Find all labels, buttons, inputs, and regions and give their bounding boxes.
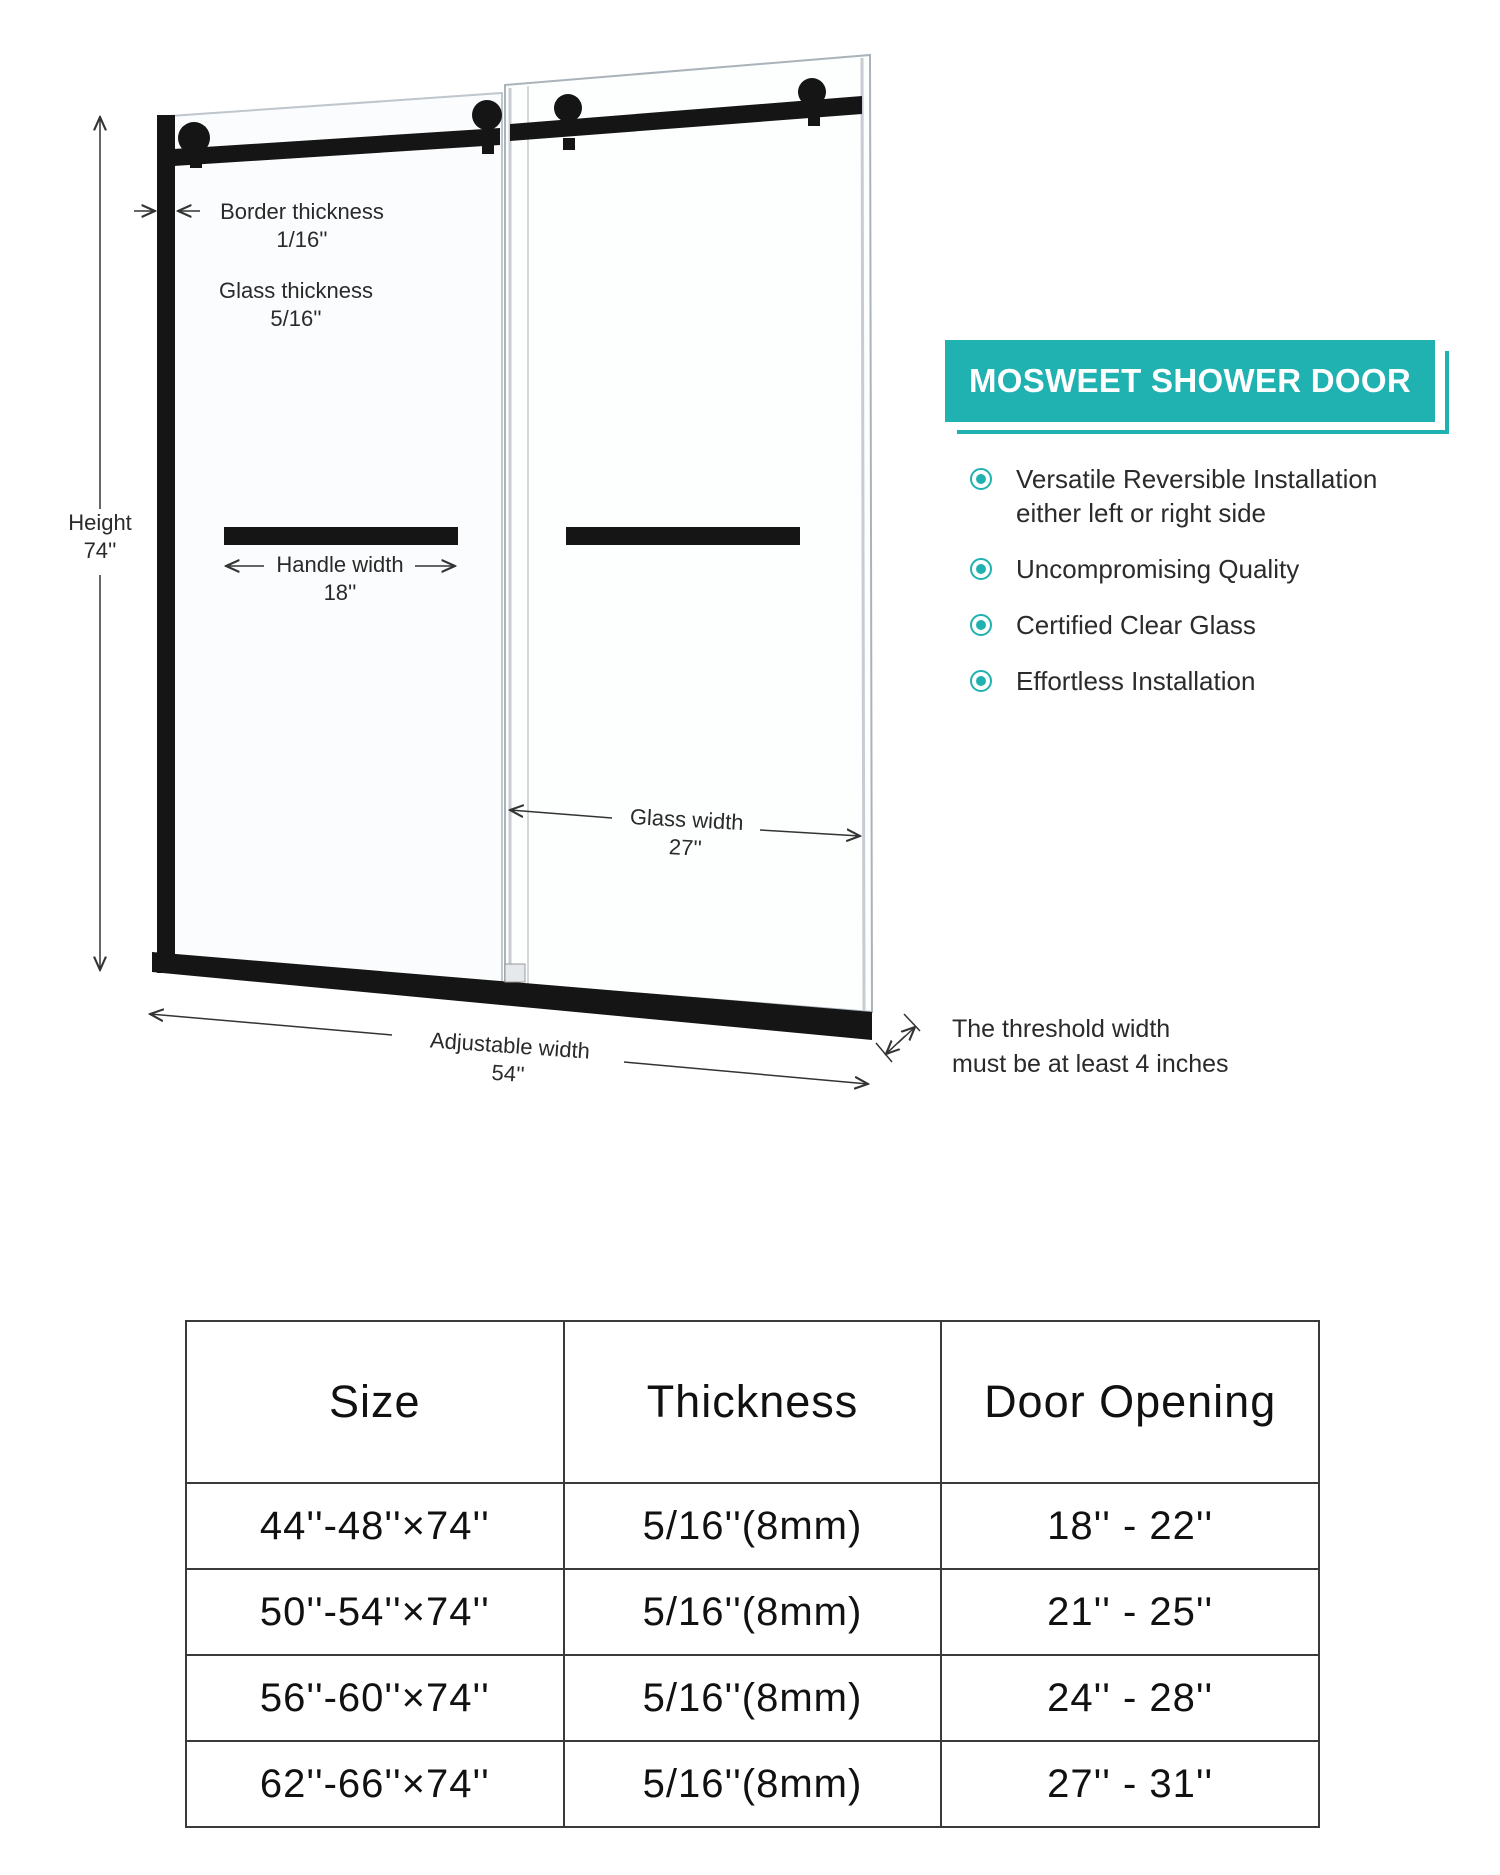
table-header-row (186, 1321, 1319, 1483)
height-label (58, 509, 142, 565)
feature-item (970, 664, 1377, 698)
threshold-note-line1: The threshold width (952, 1015, 1171, 1043)
glass-edge-line (862, 58, 864, 1010)
handle-width-label (266, 551, 414, 607)
threshold-note-line2: must be at least 4 inches (952, 1050, 1229, 1078)
width-dimension-line (624, 1062, 868, 1084)
table-cell: 56''-60''×74'' (186, 1655, 564, 1741)
feature-subtext: either left or right side (1016, 498, 1267, 528)
feature-item (970, 552, 1377, 586)
roller-icon (178, 122, 210, 154)
table-cell: 24'' - 28'' (941, 1655, 1319, 1741)
size-spec-table (185, 1320, 1320, 1828)
handle-width-text: Handle width (276, 552, 404, 577)
bullet-icon (970, 558, 992, 580)
table-cell: 5/16''(8mm) (564, 1655, 942, 1741)
roller-icon (554, 94, 582, 122)
threshold-tick (904, 1014, 920, 1031)
table-cell: 62''-66''×74'' (186, 1741, 564, 1827)
table-cell: 5/16''(8mm) (564, 1483, 942, 1569)
bullet-icon (970, 468, 992, 490)
glass-thickness-text: Glass thickness (218, 278, 374, 303)
adjustable-width-text: Adjustable width (429, 1027, 591, 1064)
table-row (186, 1655, 1319, 1741)
table-row (186, 1483, 1319, 1569)
feature-list (970, 462, 1377, 720)
feature-text: Effortless Installation (1016, 666, 1256, 696)
wall-profile (157, 115, 175, 973)
roller-bracket (808, 114, 820, 126)
feature-text: Versatile Reversible Installation (1016, 464, 1378, 494)
adjustable-width-value: 54'' (490, 1059, 526, 1088)
glass-thickness-label (208, 277, 384, 333)
border-thickness-label (214, 198, 390, 254)
handle-width-value: 18'' (323, 580, 357, 605)
handle-left (224, 527, 458, 545)
column-header-size: Size (186, 1321, 564, 1483)
roller-bracket (190, 154, 202, 168)
table-cell: 44''-48''×74'' (186, 1483, 564, 1569)
threshold-tick (876, 1043, 892, 1062)
roller-bracket (563, 138, 575, 150)
table-cell: 5/16''(8mm) (564, 1569, 942, 1655)
table-cell: 5/16''(8mm) (564, 1741, 942, 1827)
table-cell: 27'' - 31'' (941, 1741, 1319, 1827)
roller-icon (472, 100, 502, 130)
column-header-door-opening: Door Opening (941, 1321, 1319, 1483)
height-text: Height (68, 510, 132, 535)
glass-width-text: Glass width (629, 804, 745, 835)
glass-width-value: 27'' (668, 834, 703, 861)
roller-icon (798, 78, 826, 106)
table-row (186, 1741, 1319, 1827)
border-thickness-text: Border thickness (220, 199, 384, 224)
width-dimension-line (150, 1014, 392, 1035)
feature-item (970, 462, 1377, 530)
threshold-note (952, 1012, 1229, 1082)
glass-thickness-value: 5/16'' (270, 306, 322, 331)
table-cell: 21'' - 25'' (941, 1569, 1319, 1655)
table-cell: 18'' - 22'' (941, 1483, 1319, 1569)
border-thickness-value: 1/16'' (276, 227, 328, 252)
roller-bracket (482, 142, 494, 154)
feature-text: Certified Clear Glass (1016, 610, 1256, 640)
brand-title: MOSWEET SHOWER DOOR (945, 340, 1435, 422)
glass-width-label (611, 802, 762, 866)
bullet-icon (970, 614, 992, 636)
column-header-thickness: Thickness (564, 1321, 942, 1483)
feature-text: Uncompromising Quality (1016, 554, 1300, 584)
feature-item (970, 608, 1377, 642)
bullet-icon (970, 670, 992, 692)
height-value: 74'' (83, 538, 117, 563)
threshold-dimension-line (898, 1027, 915, 1043)
handle-right (566, 527, 800, 545)
table-row (186, 1569, 1319, 1655)
door-guide (505, 964, 525, 982)
table-cell: 50''-54''×74'' (186, 1569, 564, 1655)
